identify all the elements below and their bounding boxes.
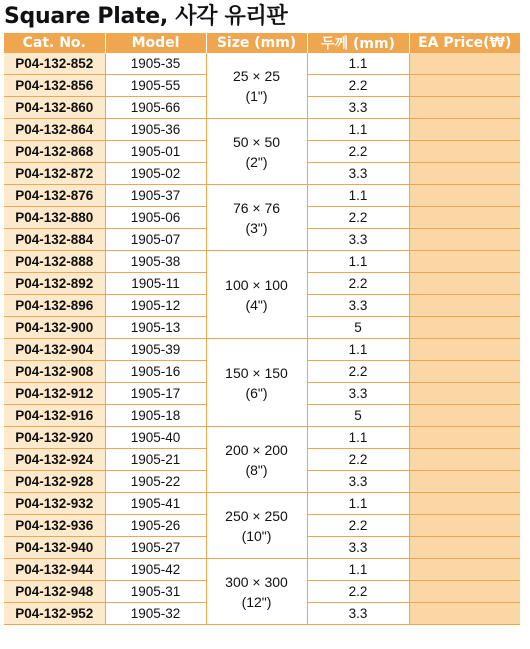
cat-no-cell: P04-132-880 (4, 207, 105, 229)
cat-no-cell: P04-132-936 (4, 515, 105, 537)
price-cell (409, 493, 520, 515)
table-row (4, 53, 520, 75)
size-inch: (10") (241, 527, 272, 544)
size-inch: (6") (245, 384, 268, 401)
cat-no-cell: P04-132-924 (4, 449, 105, 471)
size-cell (206, 493, 307, 559)
thickness-cell: 1.1 (307, 251, 409, 273)
size-inch: (12") (241, 593, 272, 610)
thickness-cell: 2.2 (307, 75, 409, 97)
model-cell: 1905-40 (105, 427, 206, 449)
thickness-cell: 2.2 (307, 449, 409, 471)
cat-no-cell: P04-132-920 (4, 427, 105, 449)
model-cell: 1905-36 (105, 119, 206, 141)
cat-no-cell: P04-132-908 (4, 361, 105, 383)
model-cell: 1905-26 (105, 515, 206, 537)
price-cell (409, 75, 520, 97)
header-row (4, 33, 520, 53)
thickness-cell: 1.1 (307, 559, 409, 581)
cat-no-cell: P04-132-888 (4, 251, 105, 273)
model-cell: 1905-55 (105, 75, 206, 97)
price-cell (409, 229, 520, 251)
model-cell: 1905-37 (105, 185, 206, 207)
size-mm: 25 × 25 (232, 67, 281, 84)
model-cell: 1905-27 (105, 537, 206, 559)
product-table (4, 33, 520, 625)
model-cell: 1905-12 (105, 295, 206, 317)
price-cell (409, 141, 520, 163)
size-inch: (1") (245, 87, 268, 104)
cat-no-cell: P04-132-884 (4, 229, 105, 251)
header-model: Model (105, 33, 206, 53)
table-row (4, 493, 520, 515)
price-cell (409, 295, 520, 317)
cat-no-cell: P04-132-904 (4, 339, 105, 361)
model-cell: 1905-39 (105, 339, 206, 361)
price-cell (409, 317, 520, 339)
table-row (4, 119, 520, 141)
model-cell: 1905-35 (105, 53, 206, 75)
thickness-cell: 1.1 (307, 427, 409, 449)
size-mm: 150 × 150 (225, 364, 288, 381)
thickness-cell: 5 (307, 317, 409, 339)
table-row (4, 427, 520, 449)
thickness-cell: 1.1 (307, 493, 409, 515)
size-mm: 200 × 200 (225, 441, 288, 458)
model-cell: 1905-42 (105, 559, 206, 581)
cat-no-cell: P04-132-872 (4, 163, 105, 185)
model-cell: 1905-31 (105, 581, 206, 603)
size-mm: 76 × 76 (232, 199, 281, 216)
cat-no-cell: P04-132-940 (4, 537, 105, 559)
price-cell (409, 119, 520, 141)
price-cell (409, 383, 520, 405)
price-cell (409, 559, 520, 581)
model-cell: 1905-02 (105, 163, 206, 185)
price-cell (409, 185, 520, 207)
price-cell (409, 361, 520, 383)
model-cell: 1905-07 (105, 229, 206, 251)
cat-no-cell: P04-132-876 (4, 185, 105, 207)
thickness-cell: 2.2 (307, 361, 409, 383)
model-cell: 1905-66 (105, 97, 206, 119)
thickness-cell: 3.3 (307, 603, 409, 625)
size-mm: 250 × 250 (225, 507, 288, 524)
size-inch: (3") (245, 219, 268, 236)
price-cell (409, 251, 520, 273)
thickness-cell: 3.3 (307, 471, 409, 493)
size-cell (206, 251, 307, 339)
thickness-cell: 3.3 (307, 295, 409, 317)
price-cell (409, 273, 520, 295)
header-size: Size (mm) (206, 33, 307, 53)
cat-no-cell: P04-132-892 (4, 273, 105, 295)
price-cell (409, 97, 520, 119)
price-cell (409, 53, 520, 75)
header-price: EA Price(₩) (409, 33, 520, 53)
model-cell: 1905-06 (105, 207, 206, 229)
cat-no-cell: P04-132-912 (4, 383, 105, 405)
thickness-cell: 3.3 (307, 97, 409, 119)
size-cell (206, 53, 307, 119)
price-cell (409, 449, 520, 471)
price-cell (409, 581, 520, 603)
model-cell: 1905-38 (105, 251, 206, 273)
cat-no-cell: P04-132-896 (4, 295, 105, 317)
size-mm: 50 × 50 (232, 133, 281, 150)
thickness-cell: 3.3 (307, 537, 409, 559)
price-cell (409, 405, 520, 427)
model-cell: 1905-32 (105, 603, 206, 625)
thickness-cell: 2.2 (307, 515, 409, 537)
thickness-cell: 2.2 (307, 273, 409, 295)
price-cell (409, 339, 520, 361)
header-thickness: 두께 (mm) (307, 33, 409, 53)
cat-no-cell: P04-132-868 (4, 141, 105, 163)
cat-no-cell: P04-132-864 (4, 119, 105, 141)
model-cell: 1905-13 (105, 317, 206, 339)
model-cell: 1905-18 (105, 405, 206, 427)
cat-no-cell: P04-132-900 (4, 317, 105, 339)
cat-no-cell: P04-132-952 (4, 603, 105, 625)
size-mm: 300 × 300 (225, 573, 288, 590)
size-cell (206, 185, 307, 251)
cat-no-cell: P04-132-948 (4, 581, 105, 603)
price-cell (409, 427, 520, 449)
model-cell: 1905-11 (105, 273, 206, 295)
cat-no-cell: P04-132-860 (4, 97, 105, 119)
table-row (4, 251, 520, 273)
model-cell: 1905-01 (105, 141, 206, 163)
page-title: Square Plate, 사각 유리판 (4, 4, 288, 29)
table-row (4, 559, 520, 581)
thickness-cell: 3.3 (307, 163, 409, 185)
price-cell (409, 163, 520, 185)
cat-no-cell: P04-132-928 (4, 471, 105, 493)
size-cell (206, 427, 307, 493)
cat-no-cell: P04-132-932 (4, 493, 105, 515)
table-body (4, 53, 520, 625)
price-cell (409, 537, 520, 559)
thickness-cell: 2.2 (307, 581, 409, 603)
cat-no-cell: P04-132-944 (4, 559, 105, 581)
thickness-cell: 1.1 (307, 53, 409, 75)
price-cell (409, 603, 520, 625)
model-cell: 1905-21 (105, 449, 206, 471)
cat-no-cell: P04-132-856 (4, 75, 105, 97)
thickness-cell: 1.1 (307, 339, 409, 361)
table-row (4, 185, 520, 207)
thickness-cell: 3.3 (307, 229, 409, 251)
thickness-cell: 3.3 (307, 383, 409, 405)
price-cell (409, 515, 520, 537)
cat-no-cell: P04-132-852 (4, 53, 105, 75)
price-cell (409, 471, 520, 493)
cat-no-cell: P04-132-916 (4, 405, 105, 427)
model-cell: 1905-17 (105, 383, 206, 405)
size-cell (206, 559, 307, 625)
size-inch: (4") (245, 296, 268, 313)
size-cell (206, 119, 307, 185)
thickness-cell: 2.2 (307, 141, 409, 163)
thickness-cell: 1.1 (307, 185, 409, 207)
thickness-cell: 5 (307, 405, 409, 427)
model-cell: 1905-22 (105, 471, 206, 493)
model-cell: 1905-16 (105, 361, 206, 383)
size-inch: (2") (245, 153, 268, 170)
thickness-cell: 2.2 (307, 207, 409, 229)
price-cell (409, 207, 520, 229)
size-mm: 100 × 100 (225, 276, 288, 293)
size-inch: (8") (245, 461, 268, 478)
model-cell: 1905-41 (105, 493, 206, 515)
header-cat-no: Cat. No. (4, 33, 105, 53)
thickness-cell: 1.1 (307, 119, 409, 141)
size-cell (206, 339, 307, 427)
table-row (4, 339, 520, 361)
